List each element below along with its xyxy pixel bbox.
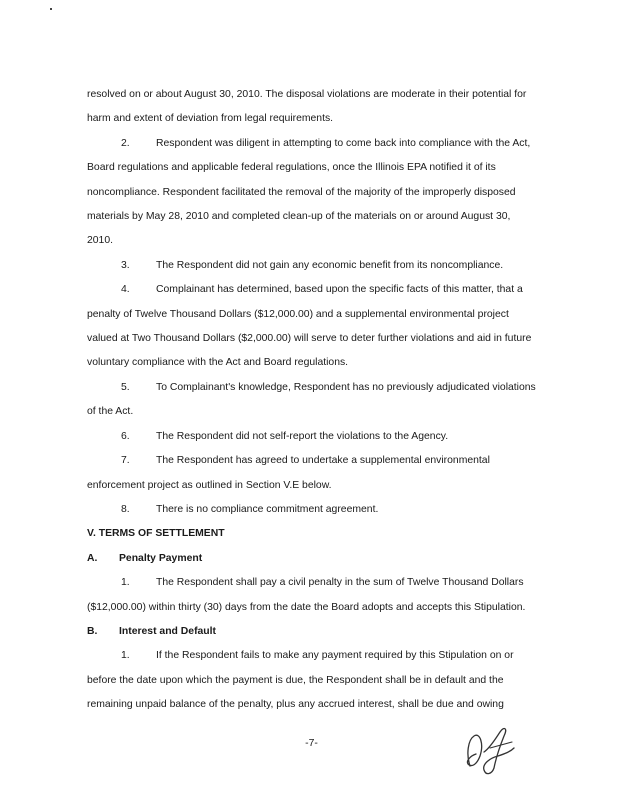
subsection-title: Interest and Default	[119, 625, 216, 637]
paragraph-continuation: resolved on or about August 30, 2010. The disposal violations are moderate in their potential for harm and extent of deviation from legal requirements.	[87, 89, 527, 125]
paragraph-text: The Respondent has agreed to undertake a supplemental environmental enforcement project as outlined in Section V.E below.	[87, 455, 490, 491]
paragraph-text: The Respondent did not gain any economic benefit from its noncompliance.	[156, 259, 504, 271]
paragraph-number: 5.	[121, 381, 130, 393]
paragraph-text: Respondent was diligent in attempting to come back into compliance with the Act, Board regulations and applicable federal regulations, once the Illinois EPA notified it of its noncompliance. Respondent facilitated the removal of the majority of the improperly disposed materials by May 28, 2010 and completed clean-up of the materials on or around August 30, 2010.	[87, 137, 531, 247]
paragraph-number: 1.	[121, 577, 130, 589]
paragraph-text: To Complainant's knowledge, Respondent has no previously adjudicated violations of the Act.	[87, 381, 536, 418]
paragraph-number: 3.	[121, 259, 130, 271]
paragraph-6	[87, 425, 539, 449]
handwritten-initials	[460, 718, 522, 778]
interest-paragraph-1	[87, 644, 539, 717]
subsection-label: B.	[87, 625, 98, 637]
paragraph-number: 4.	[121, 284, 130, 296]
subsection-b-heading	[87, 620, 539, 644]
paragraph-text: The Respondent did not self-report the violations to the Agency.	[156, 430, 449, 442]
scan-mark	[50, 8, 52, 10]
paragraph-text: Complainant has determined, based upon the specific facts of this matter, that a penalty of Twelve Thousand Dollars ($12,000.00) and a supplemental environmental project valued at Two Thousand Dollars ($2,000.00) will serve to deter further violations and aid in future voluntary compliance with the Act and Board regulations.	[87, 284, 532, 369]
subsection-label: A.	[87, 552, 98, 564]
paragraph-number: 2.	[121, 137, 130, 149]
paragraph-number: 7.	[121, 455, 130, 467]
paragraph-text: If the Respondent fails to make any payment required by this Stipulation on or before the date upon which the payment is due, the Respondent shall be in default and the remaining unpaid balance of the penalty, plus any accrued interest, shall be due and owing	[87, 650, 514, 711]
paragraph-8	[87, 498, 539, 522]
paragraph-2	[87, 132, 539, 254]
subsection-a-heading	[87, 547, 539, 571]
section-heading: V. TERMS OF SETTLEMENT	[87, 528, 225, 540]
page-number: -7-	[305, 738, 318, 749]
paragraph-4	[87, 278, 539, 376]
paragraph-number: 8.	[121, 503, 130, 515]
document-body	[87, 83, 539, 718]
paragraph-3	[87, 254, 539, 278]
paragraph-number: 6.	[121, 430, 130, 442]
subsection-title: Penalty Payment	[119, 552, 203, 564]
paragraph-text: There is no compliance commitment agreement.	[156, 503, 379, 515]
paragraph-text: The Respondent shall pay a civil penalty in the sum of Twelve Thousand Dollars ($12,000.00) within thirty (30) days from the date the Board adopts and accepts this Stipulation.	[87, 577, 526, 613]
paragraph-number: 1.	[121, 650, 130, 662]
paragraph-7	[87, 449, 539, 498]
penalty-paragraph-1	[87, 571, 539, 620]
paragraph-5	[87, 376, 539, 425]
